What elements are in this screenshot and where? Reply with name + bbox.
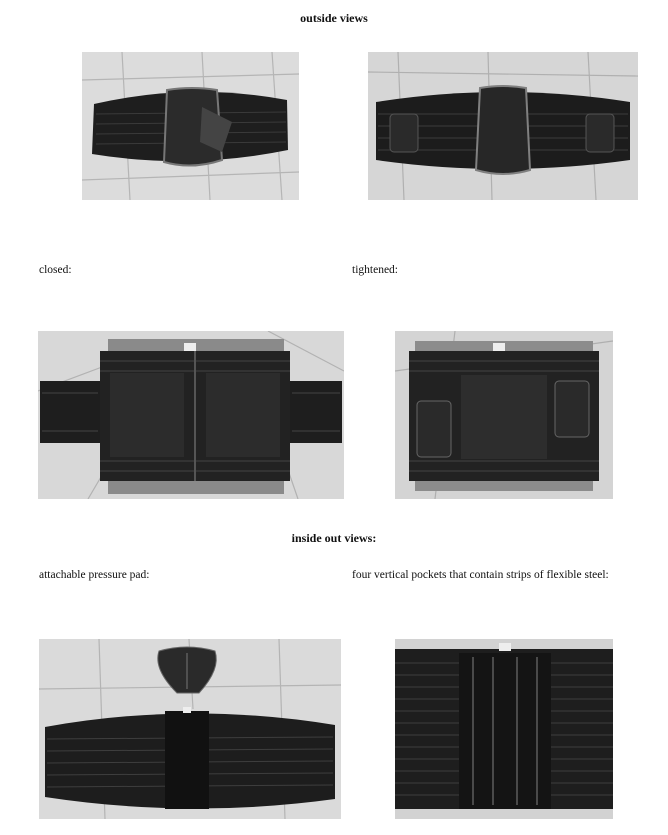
photo-belt-closed (38, 331, 344, 499)
section-title-inside: inside out views: (291, 531, 377, 545)
caption-closed: closed: (39, 264, 72, 276)
photo-inside-pockets (395, 639, 613, 819)
section-title-outside: outside views (300, 11, 368, 25)
photo-outside-belt-back (368, 52, 638, 200)
caption-pressure-pad: attachable pressure pad: (39, 569, 150, 581)
photo-inside-pressure-pad (39, 639, 341, 819)
caption-pockets: four vertical pockets that contain strips of flexible steel: (352, 569, 609, 581)
photo-outside-belt-front (82, 52, 299, 200)
caption-tightened: tightened: (352, 264, 398, 276)
photo-belt-tightened (395, 331, 613, 499)
